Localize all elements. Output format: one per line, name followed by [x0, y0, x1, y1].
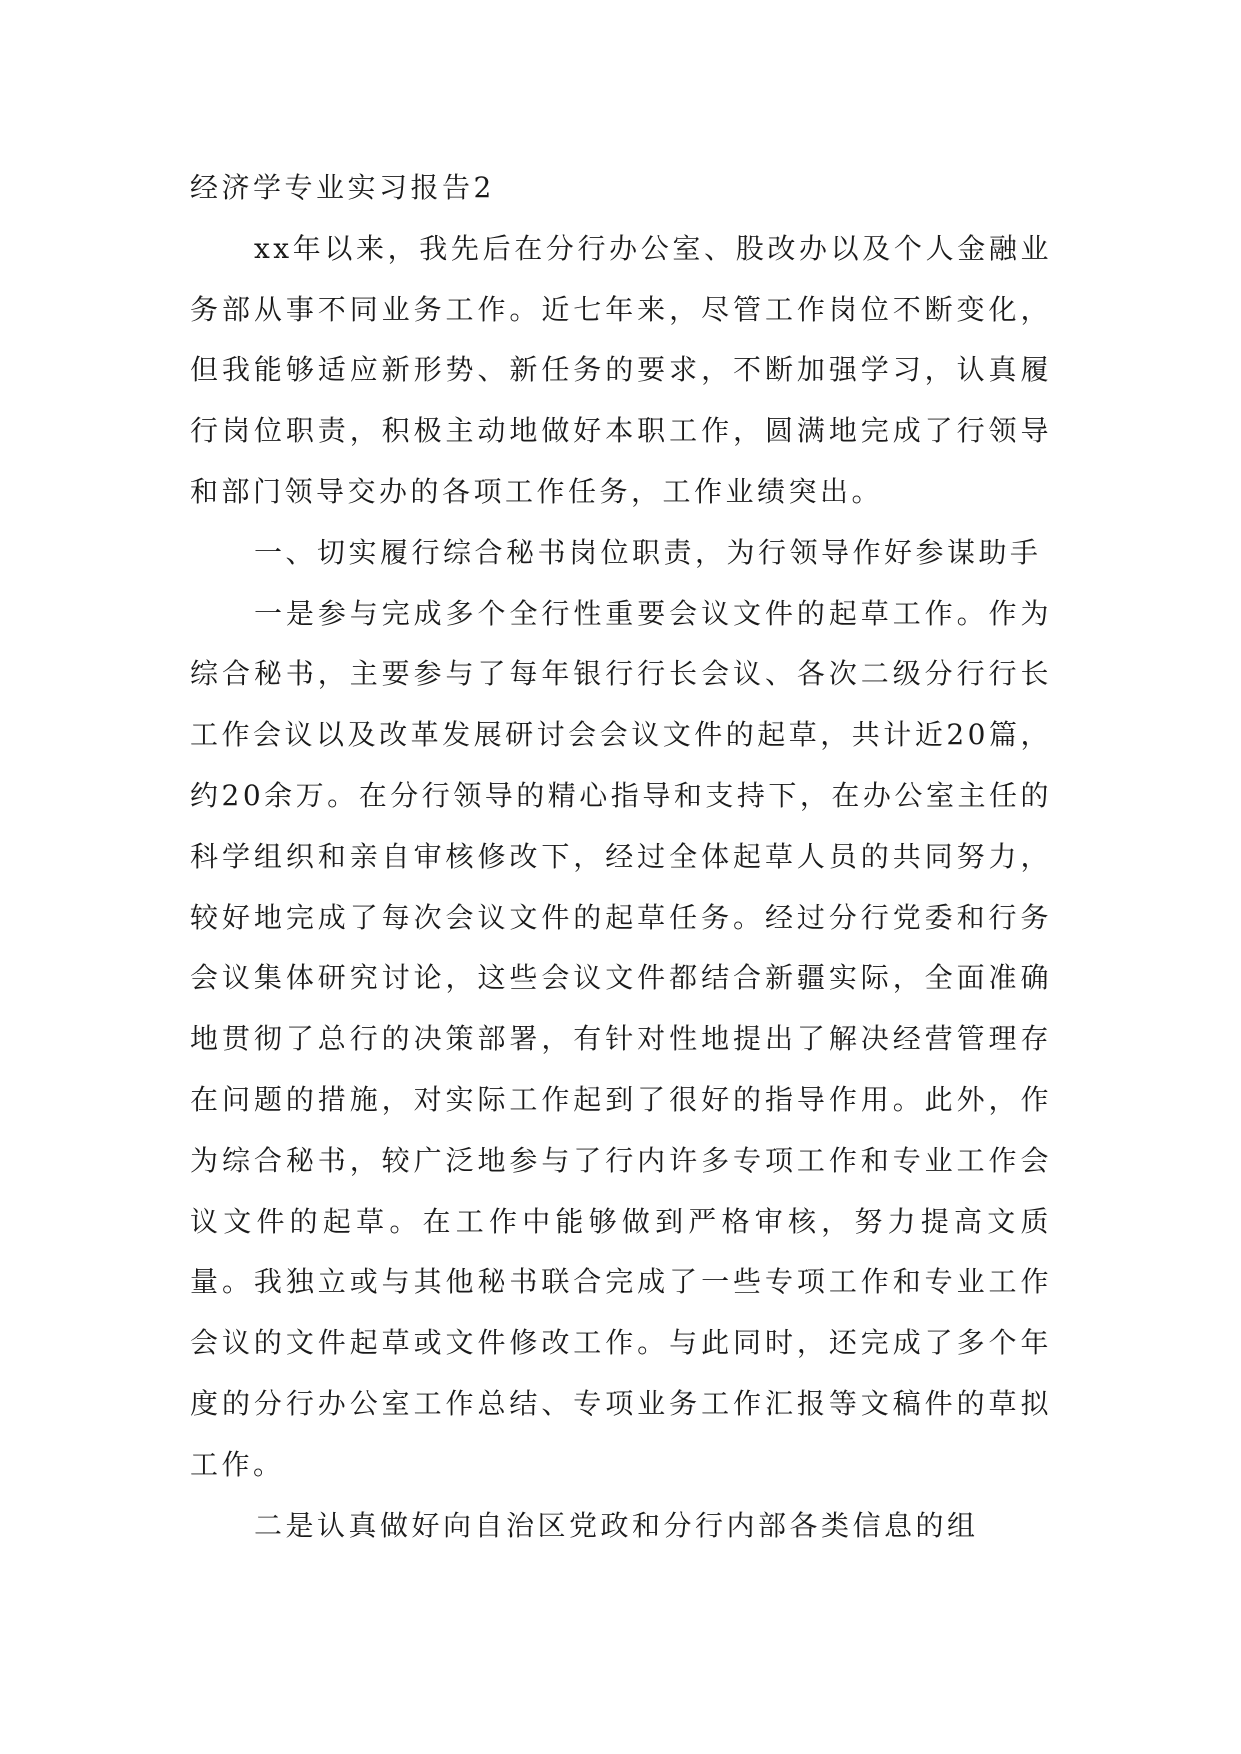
paragraph-item-2: 二是认真做好向自治区党政和分行内部各类信息的组: [254, 1508, 979, 1542]
section-heading-1: 一、切实履行综合秘书岗位职责，为行领导作好参谋助手: [254, 535, 1042, 569]
paragraph-intro: xx年以来，我先后在分行办公室、股改办以及个人金融业务部从事不同业务工作。近七年来，尽管工作岗位不断变化，但我能够适应新形势、新任务的要求，不断加强学习，认真履行岗位职责，积极主动地做好本职工作，圆满地完成了行领导和部门领导交办的各项工作任务，工作业绩突出。: [190, 231, 1052, 508]
paragraph-item-1: 一是参与完成多个全行性重要会议文件的起草工作。作为综合秘书，主要参与了每年银行行长会议、各次二级分行行长工作会议以及改革发展研讨会会议文件的起草，共计近20篇，约20余万。在分行领导的精心指导和支持下，在办公室主任的科学组织和亲自审核修改下，经过全体起草人员的共同努力，较好地完成了每次会议文件的起草任务。经过分行党委和行务会议集体研究讨论，这些会议文件都结合新疆实际，全面准确地贯彻了总行的决策部署，有针对性地提出了解决经营管理存在问题的措施，对实际工作起到了很好的指导作用。此外，作为综合秘书，较广泛地参与了行内许多专项工作和专业工作会议文件的起草。在工作中能够做到严格审核，努力提高文质量。我独立或与其他秘书联合完成了一些专项工作和专业工作会议的文件起草或文件修改工作。与此同时，还完成了多个年度的分行办公室工作总结、专项业务工作汇报等文稿件的草拟工作。: [190, 596, 1052, 1481]
document-page: [190, 158, 1052, 1556]
document-title: 经济学专业实习报告2: [190, 171, 495, 204]
